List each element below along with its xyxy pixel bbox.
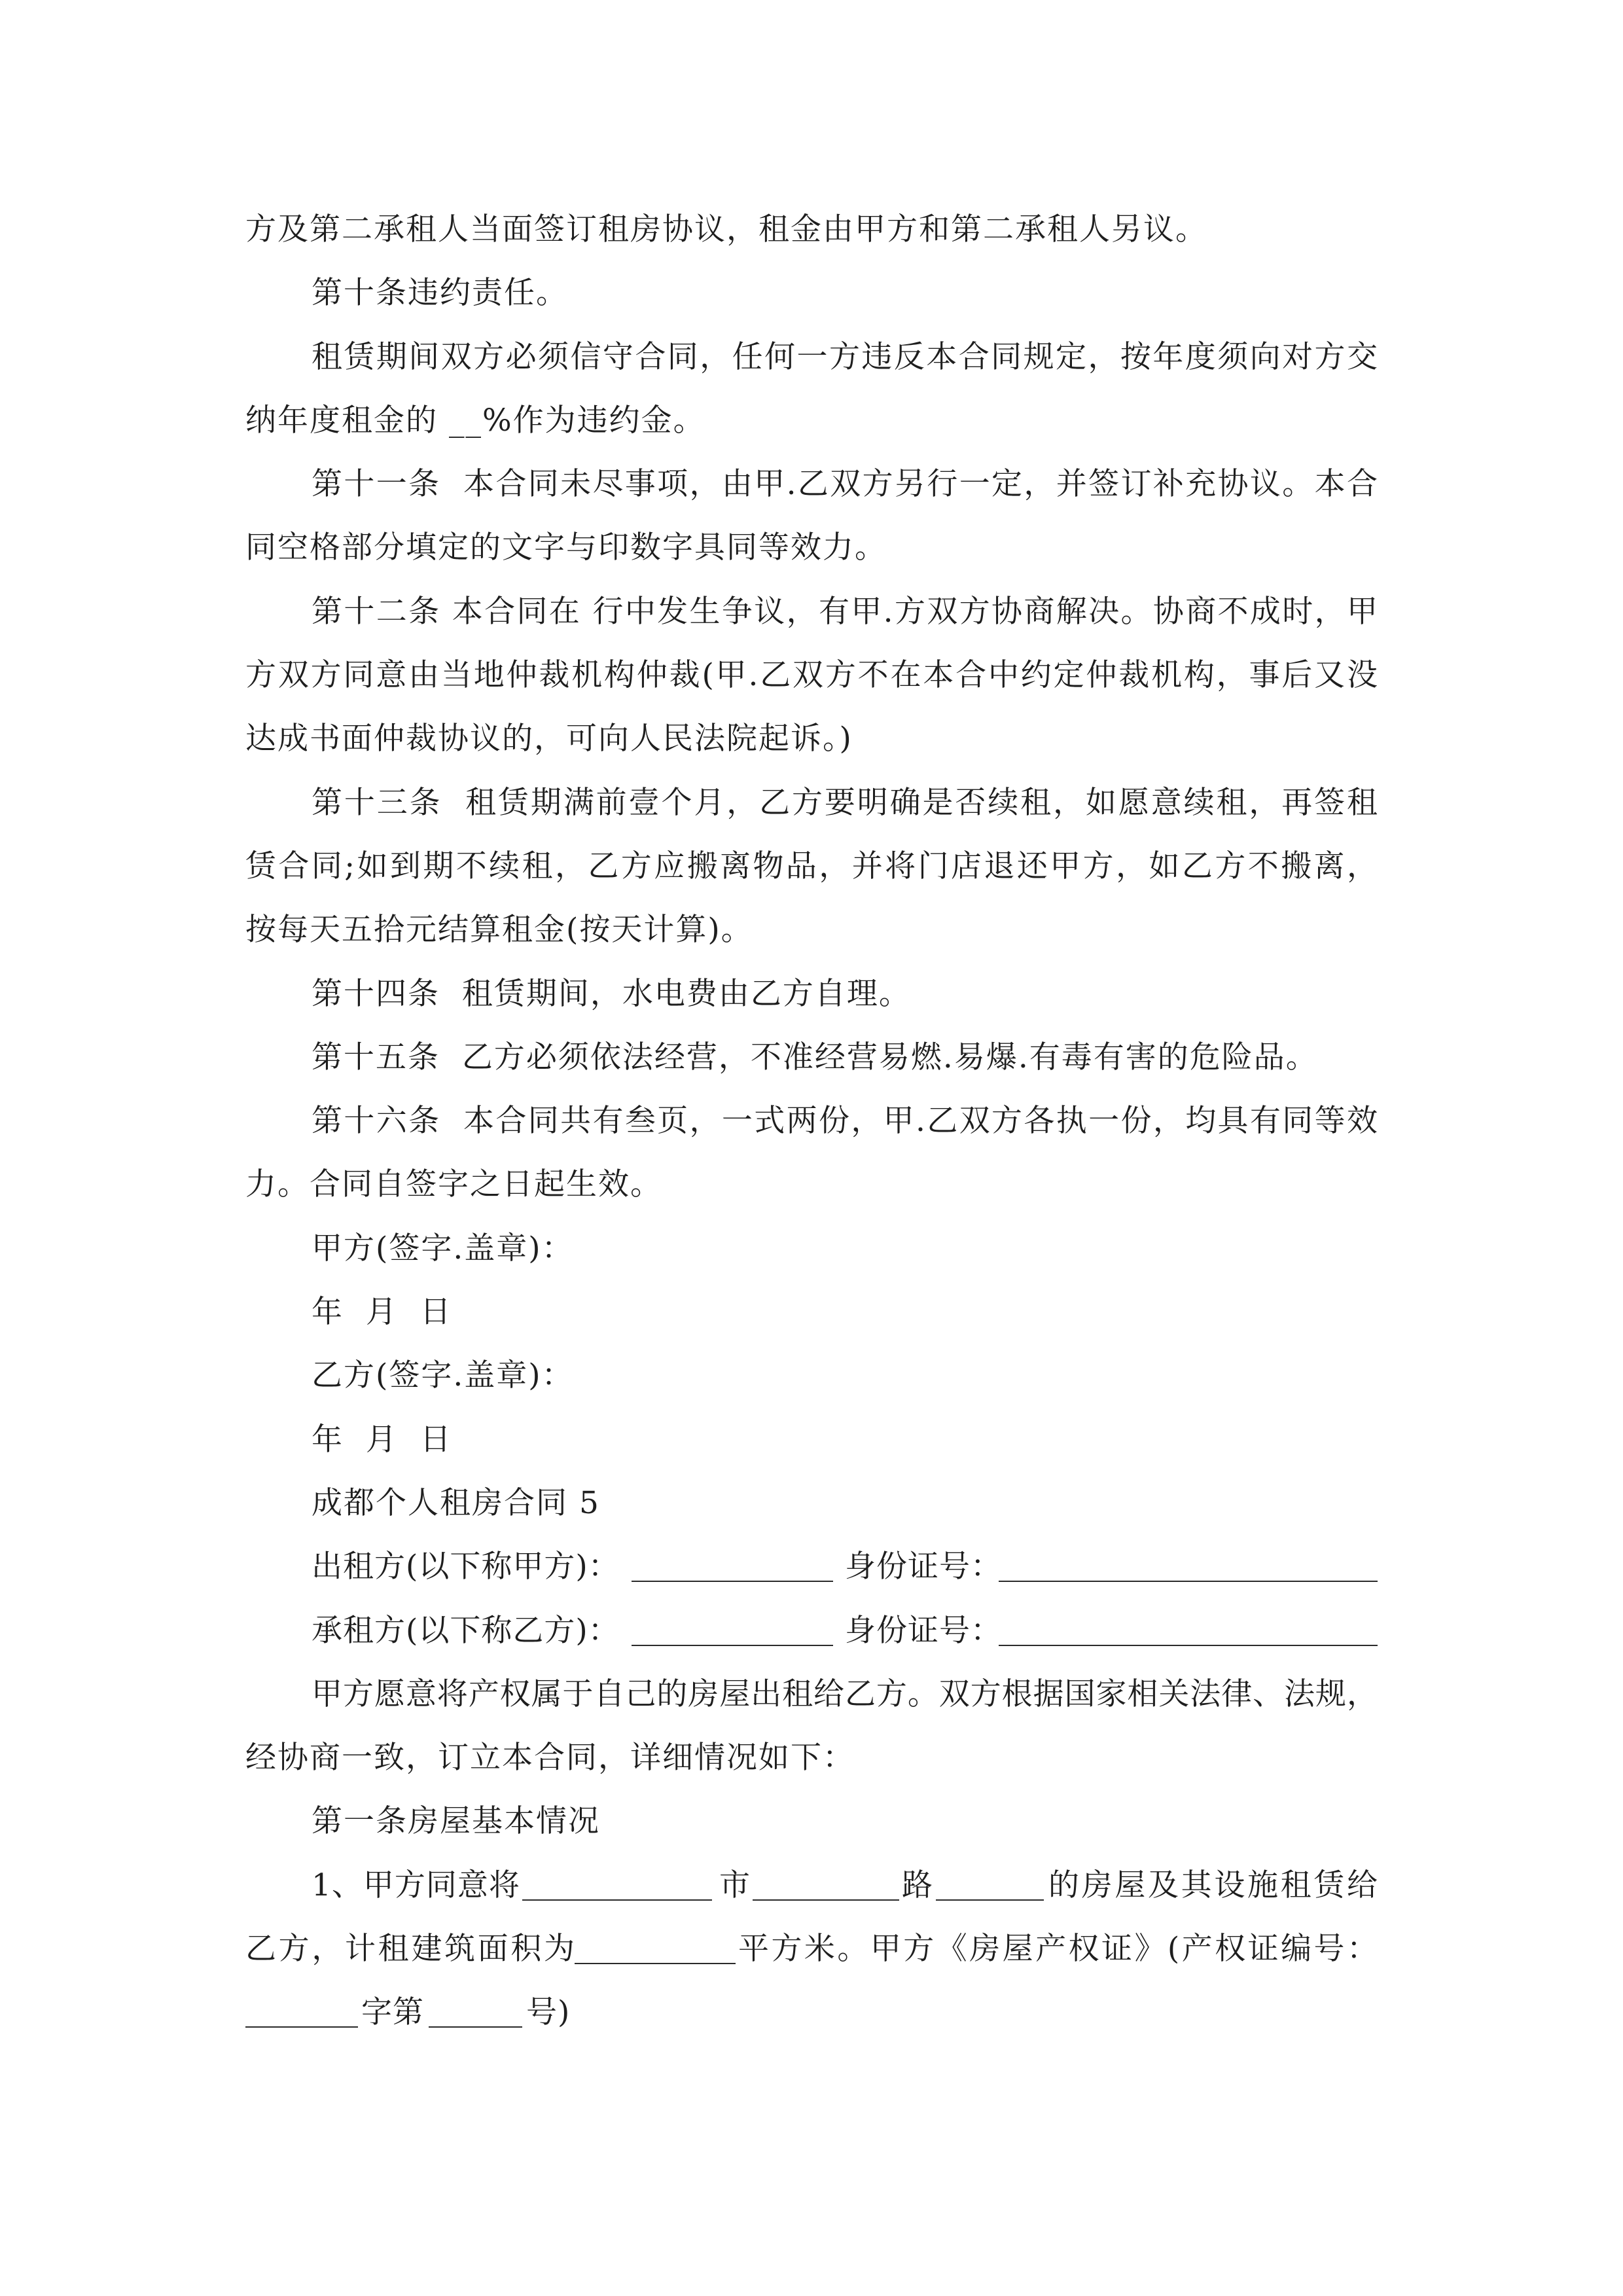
lessor-label: 出租方(以下称甲方)：	[312, 1549, 620, 1585]
city-suffix: 市	[719, 1867, 751, 1903]
clause-11-line: 第十一条 本合同未尽事项，由甲.乙双方另行一定，并签订补充协议。本合	[312, 466, 1378, 503]
party-a-signature-label: 甲方(签字.盖章)：	[312, 1230, 574, 1266]
lessor-id-blank	[999, 1535, 1378, 1582]
road-suffix: 路	[902, 1867, 933, 1903]
lessee-id-label: 身份证号：	[845, 1612, 1002, 1649]
clause-10-line: 纳年度租金的 __%作为违约金。	[245, 402, 705, 439]
continuation-line: 方及第二承租人当面签订租房协议，租金由甲方和第二承租人另议。	[245, 211, 1207, 247]
party-a-signature-date: 年 月 日	[312, 1294, 452, 1331]
clause-16-line: 第十六条 本合同共有叁页，一式两份，甲.乙双方各执一份，均具有同等效	[312, 1103, 1378, 1139]
intro-line: 经协商一致，订立本合同，详细情况如下：	[245, 1740, 855, 1776]
contract-title: 成都个人租房合同 5	[312, 1484, 600, 1521]
item-1-row-3	[245, 1981, 1378, 2044]
cert-prefix-blank	[245, 1981, 358, 2028]
address-number-blank	[936, 1854, 1044, 1901]
clause-13-line: 按每天五拾元结算租金(按天计算)。	[245, 912, 753, 948]
clause-15-line: 第十五条 乙方必须依法经营，不准经营易燃.易爆.有毒有害的危险品。	[312, 1039, 1318, 1075]
party-b-signature-date: 年 月 日	[312, 1421, 452, 1458]
clause-13-line: 第十三条 租赁期满前壹个月，乙方要明确是否续租，如愿意续租，再签租	[312, 784, 1378, 821]
clause-13-line: 赁合同;如到期不续租，乙方应搬离物品，并将门店退还甲方，如乙方不搬离，	[245, 848, 1378, 884]
clause-14-line: 第十四条 租赁期间，水电费由乙方自理。	[312, 975, 911, 1012]
cert-mid-text: 字第	[361, 1994, 424, 2031]
city-blank	[522, 1854, 712, 1901]
article-1-heading: 第一条房屋基本情况	[312, 1803, 600, 1840]
clause-12-line: 方双方同意由当地仲裁机构仲裁(甲.乙双方不在本合中约定仲裁机构，事后又没	[245, 657, 1378, 694]
clause-10-line: 租赁期间双方必须信守合同，任何一方违反本合同规定，按年度须向对方交	[312, 338, 1378, 375]
cert-end-text: 号)	[526, 1994, 571, 2031]
clause-12-line: 第十二条 本合同在 行中发生争议，有甲.方双方协商解决。协商不成时，甲	[312, 593, 1378, 630]
area-prefix: 乙方，计租建筑面积为	[245, 1931, 575, 1967]
item-1-row-1	[245, 1854, 1378, 1917]
area-blank	[575, 1917, 736, 1964]
lessee-id-blank	[999, 1599, 1378, 1646]
lessor-name-blank	[632, 1535, 833, 1582]
lessor-id-label: 身份证号：	[845, 1549, 1002, 1585]
road-blank	[753, 1854, 899, 1901]
clause-12-line: 达成书面仲裁协议的，可向人民法院起诉。)	[245, 721, 853, 757]
lessor-row	[245, 1535, 1378, 1598]
item-1-row-2	[245, 1917, 1378, 1981]
cert-number-blank	[429, 1981, 522, 2028]
document-body	[245, 198, 1378, 2045]
item-1-prefix: 1、甲方同意将	[312, 1867, 520, 1903]
lessee-name-blank	[632, 1599, 833, 1646]
intro-line: 甲方愿意将产权属于自己的房屋出租给乙方。双方根据国家相关法律、法规，	[312, 1676, 1378, 1712]
area-suffix: 平方米。甲方《房屋产权证》(产权证编号：	[738, 1931, 1378, 1967]
clause-16-line: 力。合同自签字之日起生效。	[245, 1166, 662, 1203]
lessee-row	[245, 1599, 1378, 1662]
clause-11-line: 同空格部分填定的文字与印数字具同等效力。	[245, 529, 887, 566]
clause-10-heading: 第十条违约责任。	[312, 275, 568, 312]
party-b-signature-label: 乙方(签字.盖章)：	[312, 1357, 574, 1394]
lessee-label: 承租方(以下称乙方)：	[312, 1612, 620, 1649]
lease-text: 的房屋及其设施租赁给	[1048, 1867, 1378, 1903]
